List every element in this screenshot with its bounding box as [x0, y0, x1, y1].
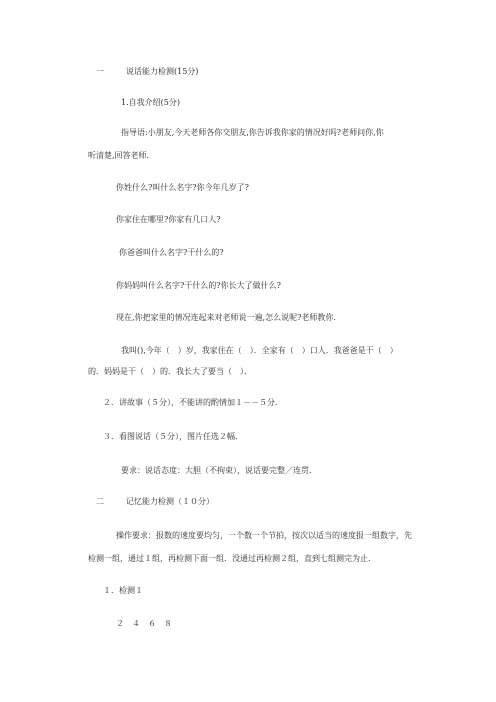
section2-heading — [96, 497, 214, 507]
requirement-line: 要求：说话态度：大胆（不拘束），说话要完整／连贯． — [121, 466, 317, 475]
template-line-1: 我叫(),今年（ ）岁，我家住在（ ）．全家有（ ）口人．我爸爸是干（ ） — [121, 346, 398, 355]
section2-title: 记忆能力检测（１０分） — [126, 497, 214, 506]
item2-storytelling: ２．讲故事（５分），不能讲的酌情加１－－５分． — [103, 398, 283, 407]
guide-line-2: 听清楚,回答老师. — [88, 151, 150, 160]
section1-number: 一 — [96, 67, 104, 76]
item1-heading: 1.自我介绍(5分) — [121, 98, 180, 107]
test1-label: １．检测１ — [103, 586, 143, 595]
operation-line-2: 检测一组，通过１组，再检测下面一组．没通过再检测２组，直到七组测完为止． — [88, 554, 376, 563]
section1-heading — [96, 67, 198, 77]
operation-line-1: 操作要求：报数的速度要均匀，一个数一个节拍，按次以适当的速度报一组数字，先 — [116, 531, 412, 540]
template-line-2: 的．妈妈是干（ ）的．我长大了要当（ ）． — [88, 367, 252, 376]
question-2: 你家住在哪里?你家有几口人? — [116, 215, 221, 224]
test1-digits: ２ ４ ６ ８ — [116, 619, 172, 628]
question-3: 你爸爸叫什么名字?干什么的? — [119, 248, 224, 257]
instruction-line: 现在,你把家里的情况连起来对老师说一遍,怎么说呢?老师教你. — [116, 313, 336, 322]
question-4: 你妈妈叫什么名字?干什么的?你长大了做什么? — [116, 281, 281, 290]
guide-line-1: 指导语:小朋友,今天老师各你交朋友,你告诉我你家的情况好吗?老师问你,你 — [121, 128, 384, 137]
section2-number: 二 — [96, 497, 104, 506]
question-1: 你姓什么?叫什么名字?你今年几岁了? — [116, 183, 249, 192]
section1-title: 说话能力检测(15分) — [126, 67, 199, 76]
item3-picture-talk: ３．看图说话（５分），图片任选２幅． — [103, 432, 243, 441]
